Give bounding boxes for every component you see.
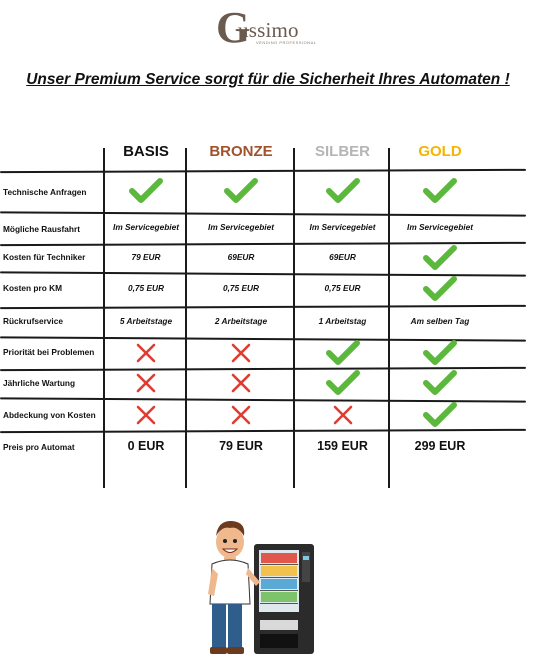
check-icon: [423, 402, 457, 428]
price-cell: 159 EUR: [317, 439, 368, 453]
table-cell: 5 Arbeitstage: [119, 316, 173, 326]
cross-icon: [135, 404, 157, 426]
column-header-basis: BASIS: [123, 143, 169, 160]
table-cell: 1 Arbeitstag: [318, 316, 367, 326]
row-label: Rückrufservice: [3, 316, 63, 326]
table-cell: Im Servicegebiet: [309, 222, 376, 232]
table-cell: Am selben Tag: [410, 316, 470, 326]
row-label: Preis pro Automat: [3, 442, 75, 452]
logo-wordmark: ussimo: [238, 18, 299, 42]
check-icon: [326, 178, 360, 204]
logo-initial: G: [216, 3, 251, 52]
column-header-silber: SILBER: [314, 143, 370, 160]
price-cell: 0 EUR: [127, 439, 165, 453]
cross-icon: [135, 372, 157, 394]
table-row-divider: [0, 169, 526, 173]
cross-icon: [135, 342, 157, 364]
table-cell: Im Servicegebiet: [407, 222, 473, 232]
table-cell: 0,75 EUR: [223, 283, 259, 293]
table-cell: Im Servicegebiet: [113, 222, 179, 232]
row-label: Kosten für Techniker: [3, 252, 86, 262]
column-header-gold: GOLD: [418, 143, 462, 160]
row-label: Jährliche Wartung: [3, 378, 76, 388]
table-cell: 0,75 EUR: [128, 283, 164, 293]
cross-icon: [332, 404, 354, 426]
table-cell: 79 EUR: [131, 252, 161, 262]
cross-icon: [230, 404, 252, 426]
row-label: Mögliche Rausfahrt: [3, 224, 80, 234]
check-icon: [423, 178, 457, 204]
check-icon: [423, 340, 457, 366]
row-label: Kosten pro KM: [3, 283, 62, 293]
table-row-divider: [0, 305, 526, 309]
table-row-divider: [0, 211, 526, 216]
headline: Unser Premium Service sorgt für die Sicherheit Ihres Automaten !: [26, 71, 510, 88]
table-row-divider: [0, 429, 526, 433]
table-cell: 69EUR: [329, 252, 356, 262]
table-cell: 69EUR: [227, 252, 255, 262]
check-icon: [423, 370, 457, 396]
check-icon: [326, 370, 360, 396]
check-icon: [326, 340, 360, 366]
check-icon: [423, 276, 457, 302]
table-cell: Im Servicegebiet: [208, 222, 274, 232]
gussimo-logo: [216, 3, 317, 52]
check-icon: [129, 178, 163, 204]
technician-with-vending-machine-icon: [204, 512, 322, 660]
cross-icon: [230, 342, 252, 364]
table-cell: 0,75 EUR: [324, 283, 361, 293]
row-label: Technische Anfragen: [3, 187, 87, 197]
column-header-bronze: BRONZE: [209, 143, 273, 160]
check-icon: [423, 245, 457, 271]
logo-tagline: VENDING PROFESSIONAL: [256, 40, 317, 45]
cross-icon: [230, 372, 252, 394]
price-cell: 299 EUR: [414, 439, 466, 453]
check-icon: [224, 178, 258, 204]
price-cell: 79 EUR: [219, 439, 263, 453]
table-cell: 2 Arbeitstage: [214, 316, 268, 326]
row-label: Abdeckung von Kosten: [3, 410, 96, 420]
row-label: Priorität bei Problemen: [3, 347, 95, 357]
